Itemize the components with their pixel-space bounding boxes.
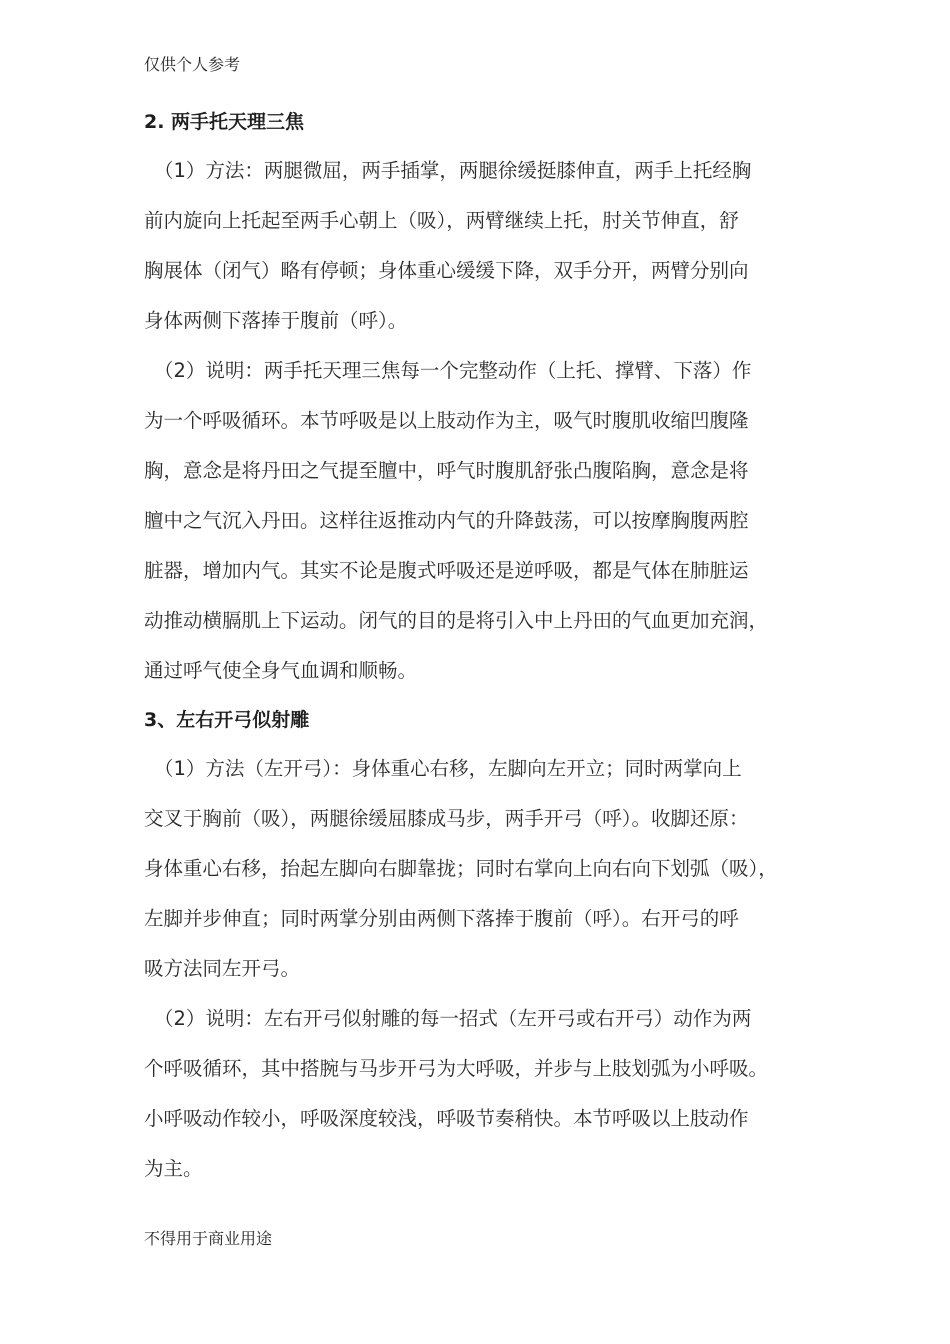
paragraph-line: 身体两侧下落捧于腹前（呼）。 — [144, 309, 408, 332]
paragraph-line: 为主。 — [144, 1157, 203, 1180]
page-footer: 不得用于商业用途 — [144, 1229, 273, 1248]
paragraph-line: 左脚并步伸直；同时两掌分别由两侧下落捧于腹前（呼）。右开弓的呼 — [144, 907, 739, 930]
paragraph-line: （2）说明：两手托天理三焦每一个完整动作（上托、撑臂、下落）作 — [154, 359, 752, 382]
page-header: 仅供个人参考 — [144, 55, 241, 74]
section-3-note — [144, 994, 820, 1194]
paragraph-line: （1）方法（左开弓）：身体重心右移，左脚向左开立；同时两掌向上 — [154, 757, 742, 780]
section-3-method — [144, 744, 820, 994]
paragraph-line: 胸，意念是将丹田之气提至膻中，呼气时腹肌舒张凸腹陷胸，意念是将 — [144, 459, 749, 482]
paragraph-line: 小呼吸动作较小，呼吸深度较浅，呼吸节奏稍快。本节呼吸以上肢动作 — [144, 1107, 749, 1130]
paragraph-line: （2）说明：左右开弓似射雕的每一招式（左开弓或右开弓）动作为两 — [154, 1007, 752, 1030]
paragraph-line: 个呼吸循环，其中搭腕与马步开弓为大呼吸，并步与上肢划弧为小呼吸。 — [144, 1057, 769, 1080]
paragraph-line: 通过呼气使全身气血调和顺畅。 — [144, 659, 418, 682]
paragraph-line: 前内旋向上托起至两手心朝上（吸），两臂继续上托，肘关节伸直，舒 — [144, 209, 739, 232]
paragraph-line: 为一个呼吸循环。本节呼吸是以上肢动作为主，吸气时腹肌收缩凹腹隆 — [144, 409, 749, 432]
section-2-title: 2. 两手托天理三焦 — [144, 111, 305, 133]
section-2-method — [144, 146, 820, 346]
paragraph-line: （1）方法：两腿微屈，两手插掌，两腿徐缓挺膝伸直，两手上托经胸 — [154, 159, 752, 182]
paragraph-line: 身体重心右移，抬起左脚向右脚靠拢；同时右掌向上向右向下划弧（吸）， — [144, 857, 778, 880]
section-3-title: 3、左右开弓似射雕 — [144, 709, 310, 731]
section-2-note — [144, 346, 820, 696]
paragraph-line: 吸方法同左开弓。 — [144, 957, 301, 980]
paragraph-line: 动推动横膈肌上下运动。闭气的目的是将引入中上丹田的气血更加充润， — [144, 609, 769, 632]
paragraph-line: 交叉于胸前（吸），两腿徐缓屈膝成马步，两手开弓（呼）。收脚还原： — [144, 807, 749, 830]
paragraph-line: 膻中之气沉入丹田。这样往返推动内气的升降鼓荡，可以按摩胸腹两腔 — [144, 509, 749, 532]
paragraph-line: 脏器，增加内气。其实不论是腹式呼吸还是逆呼吸，都是气体在肺脏运 — [144, 559, 749, 582]
paragraph-line: 胸展体（闭气）略有停顿；身体重心缓缓下降，双手分开，两臂分别向 — [144, 259, 749, 282]
